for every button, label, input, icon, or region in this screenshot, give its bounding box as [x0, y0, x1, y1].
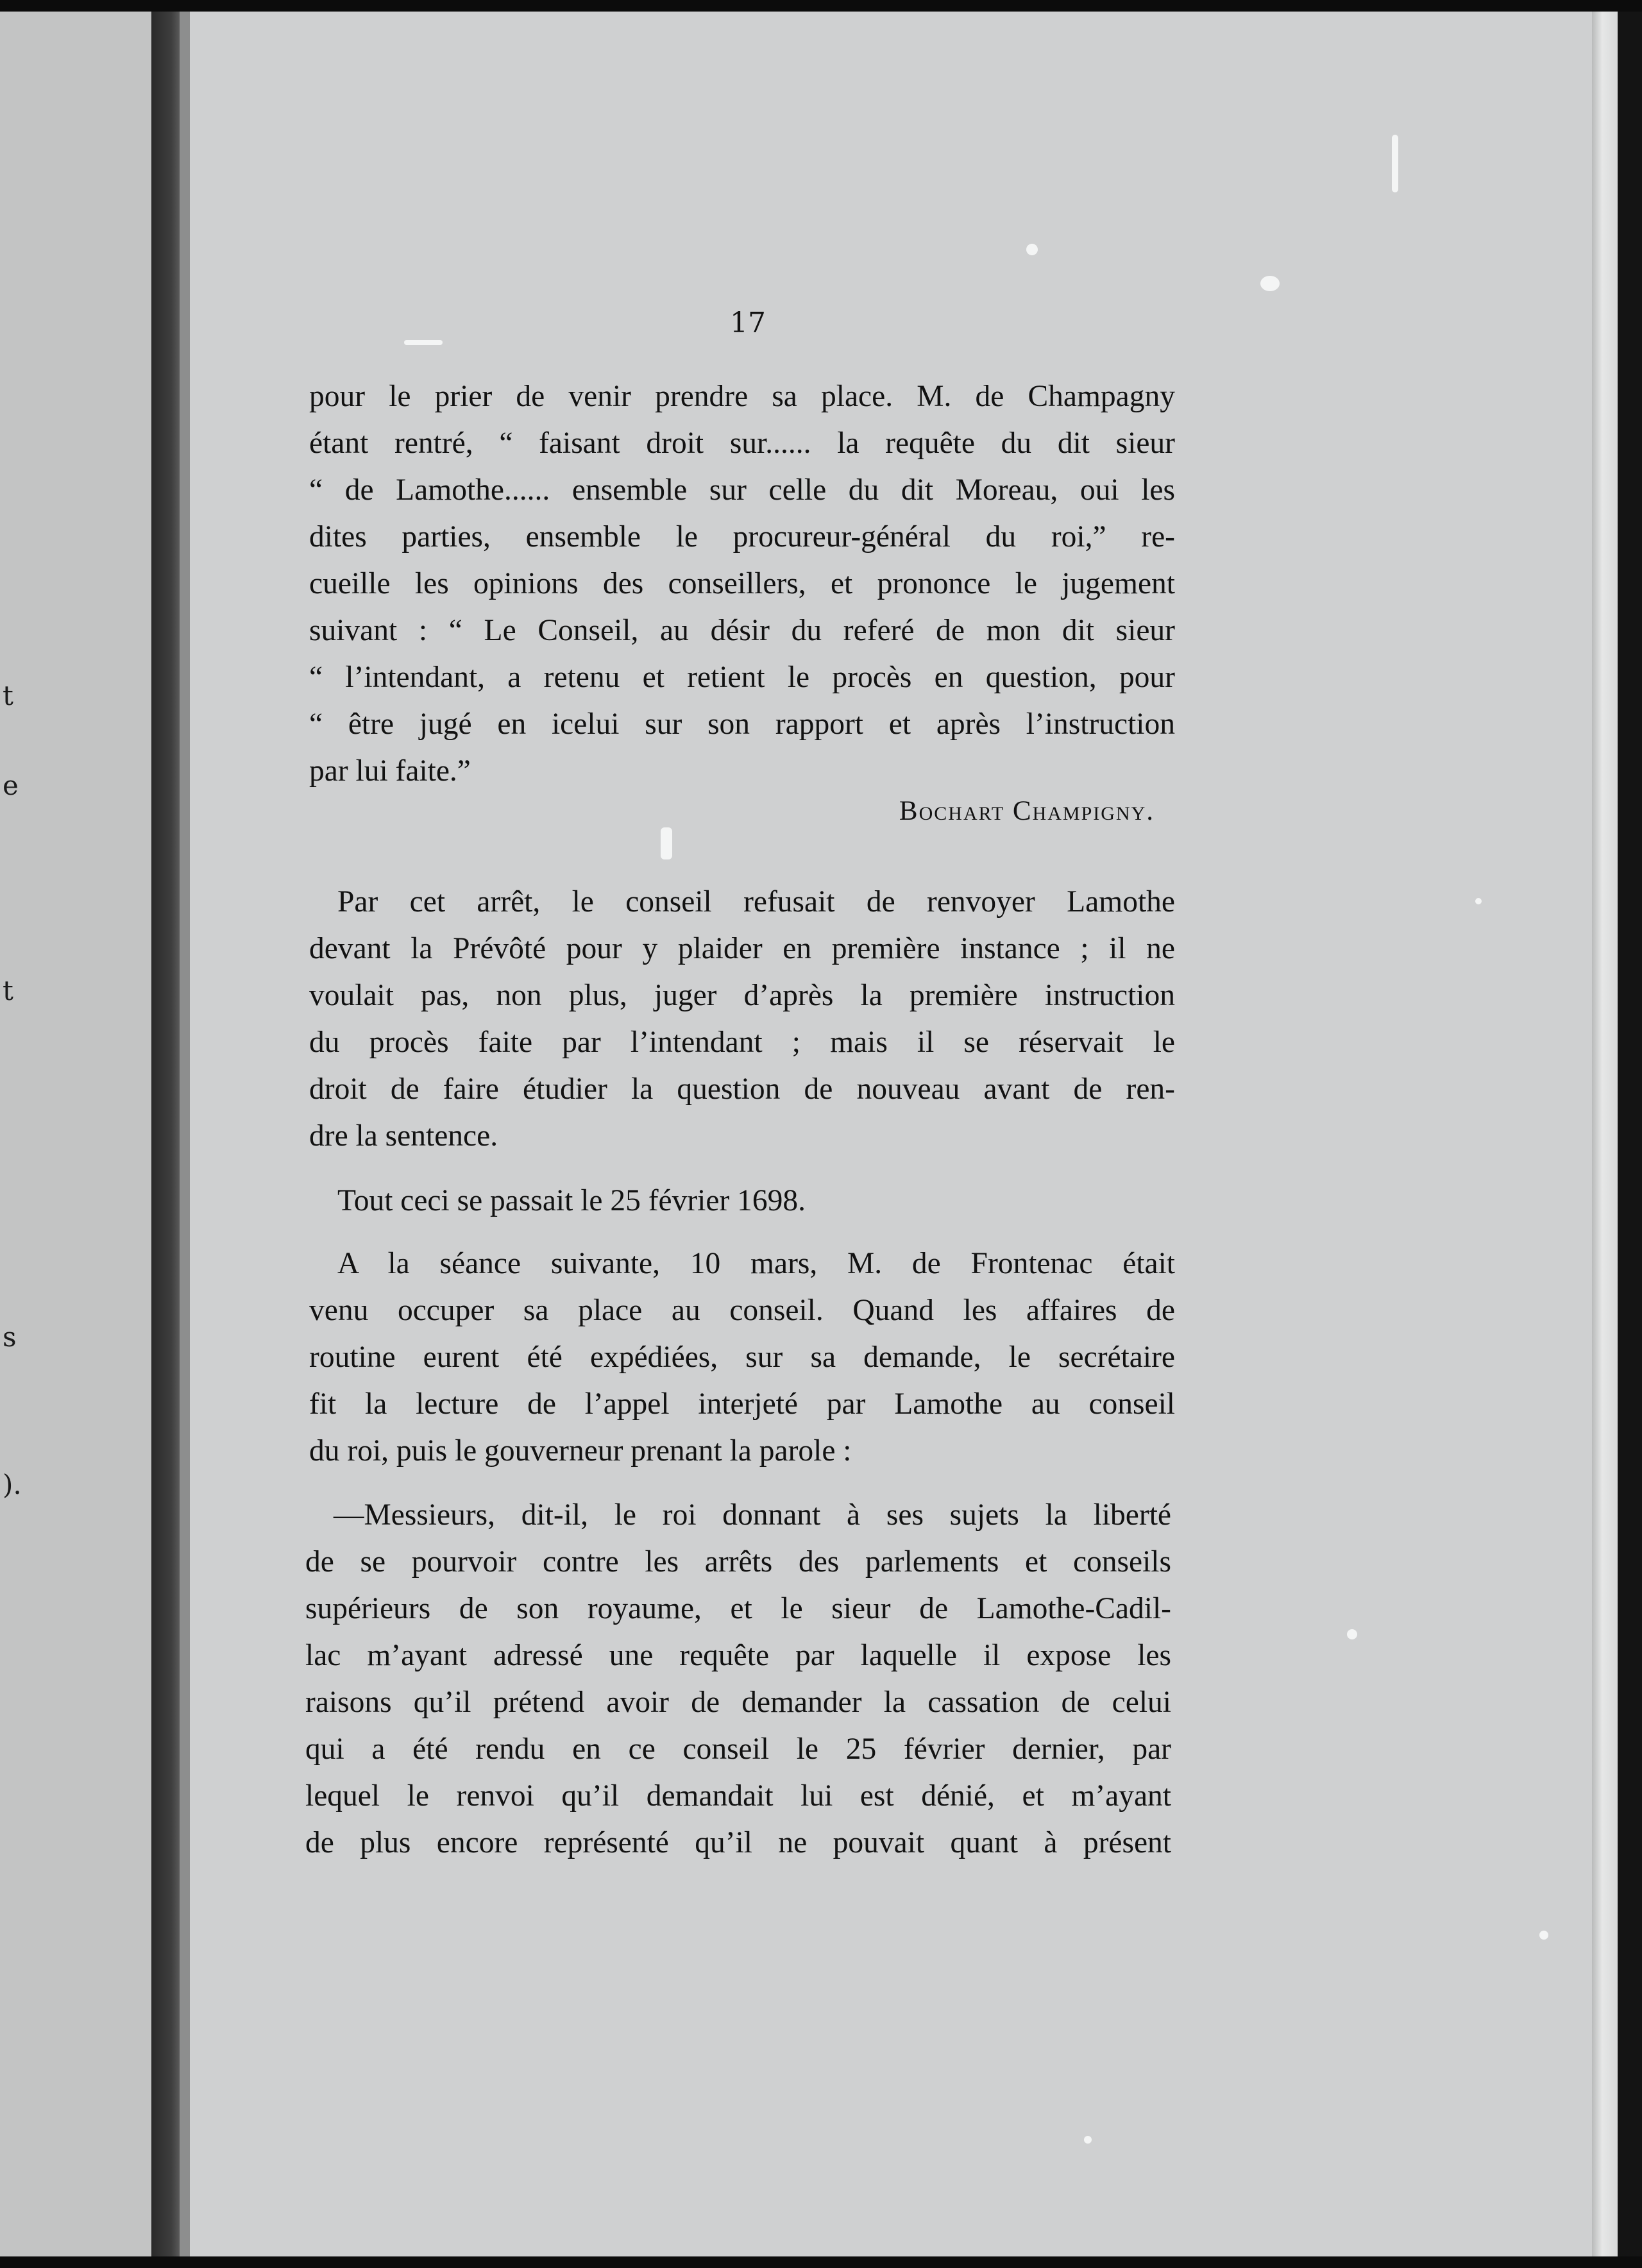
text-line: voulait pas, non plus, juger d’après la première instruction: [309, 979, 1175, 1012]
text-line: routine eurent été expédiées, sur sa demande, le secrétaire: [309, 1341, 1175, 1374]
text-line: devant la Prévôté pour y plaider en première instance ; il ne: [309, 932, 1175, 965]
text-line: qui a été rendu en ce conseil le 25 février dernier, par: [305, 1732, 1171, 1766]
text-line: A la séance suivante, 10 mars, M. de Frontenac était: [337, 1247, 1175, 1280]
scan-speck: [404, 340, 443, 345]
paragraph-2: [309, 879, 1175, 1160]
text-line: lequel le renvoi qu’il demandait lui est dénié, et m’ayant: [305, 1779, 1171, 1813]
text-line: cueille les opinions des conseillers, et prononce le jugement: [309, 567, 1175, 600]
paragraph-3: [309, 1178, 1175, 1224]
margin-fragment: e: [3, 770, 19, 801]
text-line: —Messieurs, dit-il, le roi donnant à ses sujets la liberté: [334, 1498, 1171, 1532]
margin-fragment: t: [3, 680, 13, 711]
paragraph-4: [309, 1240, 1175, 1475]
text-line: du procès faite par l’intendant ; mais il se réservait le: [309, 1026, 1175, 1059]
page-number: 17: [730, 307, 766, 339]
paragraph-5: [305, 1492, 1171, 1866]
text-line: Par cet arrêt, le conseil refusait de renvoyer Lamothe: [337, 885, 1175, 918]
text-line: du roi, puis le gouverneur prenant la parole :: [309, 1434, 852, 1468]
gutter-line: [180, 12, 190, 2256]
facing-page-fragments: [0, 0, 38, 2268]
scan-speck: [1026, 244, 1038, 255]
text-line: Tout ceci se passait le 25 février 1698.: [337, 1184, 806, 1217]
scan-speck: [1260, 276, 1280, 291]
text-line: venu occuper sa place au conseil. Quand les affaires de: [309, 1294, 1175, 1327]
margin-fragment: t: [3, 975, 13, 1006]
paragraph-1: [309, 373, 1175, 795]
margin-fragment: s: [3, 1321, 17, 1353]
margin-fragment: ).: [3, 1469, 22, 1500]
text-line: “ l’intendant, a retenu et retient le procès en question, pour: [309, 661, 1175, 694]
text-line: supérieurs de son royaume, et le sieur de Lamothe-Cadil-: [305, 1592, 1171, 1625]
signature: Bochart Champigny.: [899, 796, 1155, 826]
scan-speck: [1475, 898, 1482, 904]
text-line: fit la lecture de l’appel interjeté par Lamothe au conseil: [309, 1387, 1175, 1421]
text-line: suivant : “ Le Conseil, au désir du referé de mon dit sieur: [309, 614, 1175, 647]
text-line: dites parties, ensemble le procureur-général du roi,” re-: [309, 520, 1175, 554]
scan-speck: [1539, 1931, 1548, 1940]
text-line: “ être jugé en icelui sur son rapport et après l’instruction: [309, 707, 1175, 741]
scan-speck: [1347, 1629, 1357, 1639]
page-right-edge: [1592, 12, 1618, 2256]
scan-border-right: [1618, 12, 1642, 2256]
text-line: droit de faire étudier la question de nouveau avant de ren-: [309, 1072, 1175, 1106]
text-line: raisons qu’il prétend avoir de demander la cassation de celui: [305, 1686, 1171, 1719]
text-line: lac m’ayant adressé une requête par laquelle il expose les: [305, 1639, 1171, 1672]
text-line: dre la sentence.: [309, 1119, 498, 1153]
text-line: “ de Lamothe...... ensemble sur celle du dit Moreau, oui les: [309, 473, 1175, 507]
scan-speck: [1392, 135, 1398, 192]
text-line: pour le prier de venir prendre sa place. M. de Champagny: [309, 380, 1175, 413]
scan-speck: [1084, 2136, 1092, 2144]
text-line: étant rentré, “ faisant droit sur...... la requête du dit sieur: [309, 427, 1175, 460]
text-line: par lui faite.”: [309, 754, 471, 788]
scan-speck: [661, 827, 672, 859]
text-line: de se pourvoir contre les arrêts des parlements et conseils: [305, 1545, 1171, 1578]
text-line: de plus encore représenté qu’il ne pouvait quant à présent: [305, 1826, 1171, 1859]
